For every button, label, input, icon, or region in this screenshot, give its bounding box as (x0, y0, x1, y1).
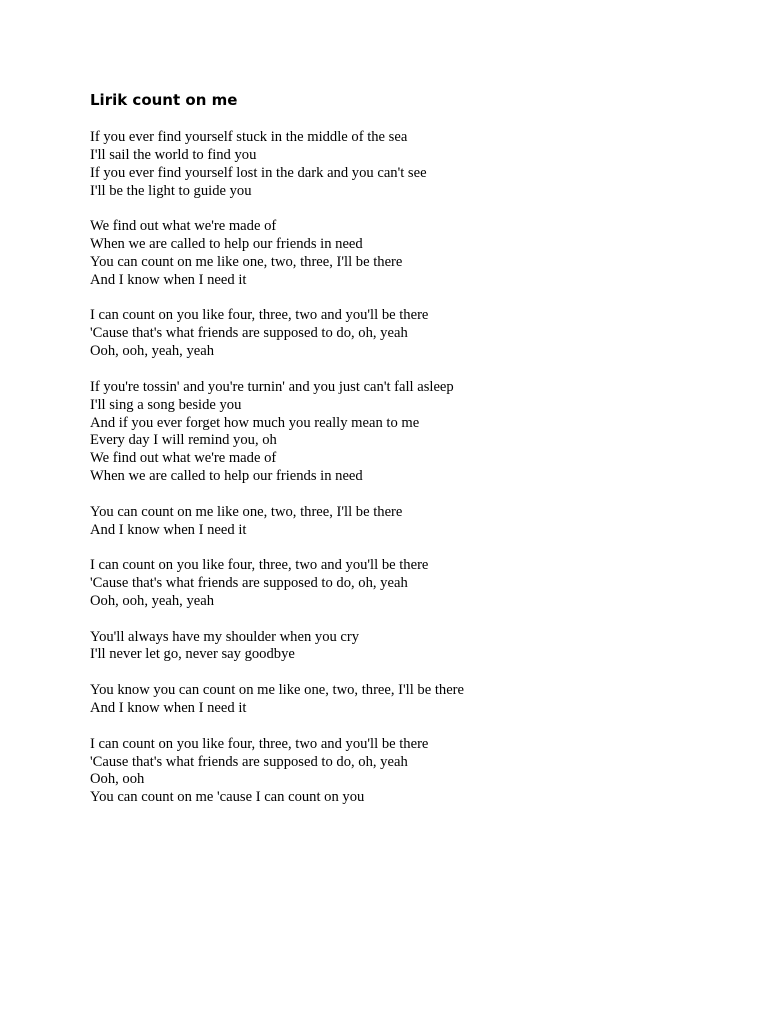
lyric-line: I'll sail the world to find you (90, 146, 257, 163)
lyric-stanza (90, 129, 730, 200)
document-title: Lirik count on me (90, 91, 238, 109)
lyric-line: And I know when I need it (90, 700, 247, 716)
lyric-stanza (90, 629, 730, 665)
lyric-line: Ooh, ooh, yeah, yeah (90, 343, 215, 360)
lyric-line: And I know when I need it (90, 521, 247, 538)
lyric-line: You can count on me 'cause I can count on you (90, 789, 365, 806)
lyric-line: 'Cause that's what friends are supposed to do, oh, yeah (90, 575, 408, 592)
lyric-line: I'll be the light to guide you (90, 182, 252, 199)
lyric-line: We find out what we're made of (90, 450, 277, 467)
lyric-line: You can count on me like one, two, three, I'll be there (90, 253, 403, 270)
lyric-line: Every day I will remind you, oh (90, 432, 277, 449)
lyric-line: You know you can count on me like one, two, three, I'll be there (90, 682, 465, 699)
lyric-line: When we are called to help our friends in need (90, 468, 363, 485)
lyric-line: I can count on you like four, three, two and you'll be there (90, 735, 429, 752)
lyric-stanza (90, 504, 730, 540)
lyric-line: Ooh, ooh, yeah, yeah (90, 592, 215, 609)
lyric-stanza (90, 307, 730, 361)
lyric-line: And if you ever forget how much you really mean to me (90, 414, 420, 431)
lyric-line: If you ever find yourself stuck in the middle of the sea (90, 129, 408, 145)
lyric-line: I can count on you like four, three, two and you'll be there (90, 307, 429, 324)
lyric-line: I'll sing a song beside you (90, 396, 242, 413)
lyric-line: If you ever find yourself lost in the dark and you can't see (90, 164, 427, 181)
lyric-line: 'Cause that's what friends are supposed to do, oh, yeah (90, 325, 408, 342)
lyric-line: When we are called to help our friends in need (90, 236, 363, 253)
lyric-stanza (90, 218, 730, 289)
lyrics-body (90, 129, 730, 825)
lyric-line: I can count on you like four, three, two and you'll be there (90, 557, 429, 574)
lyric-line: If you're tossin' and you're turnin' and you just can't fall asleep (90, 378, 454, 395)
lyric-line: You can count on me like one, two, three, I'll be there (90, 503, 403, 520)
lyric-line: And I know when I need it (90, 271, 247, 288)
lyric-stanza (90, 557, 730, 611)
lyric-line: Ooh, ooh (90, 771, 145, 788)
lyric-stanza (90, 682, 730, 718)
lyric-line: You'll always have my shoulder when you cry (90, 628, 360, 645)
lyric-line: 'Cause that's what friends are supposed to do, oh, yeah (90, 753, 408, 770)
lyric-stanza (90, 736, 730, 807)
lyric-line: I'll never let go, never say goodbye (90, 646, 295, 663)
lyric-stanza (90, 379, 730, 486)
lyric-line: We find out what we're made of (90, 218, 277, 235)
